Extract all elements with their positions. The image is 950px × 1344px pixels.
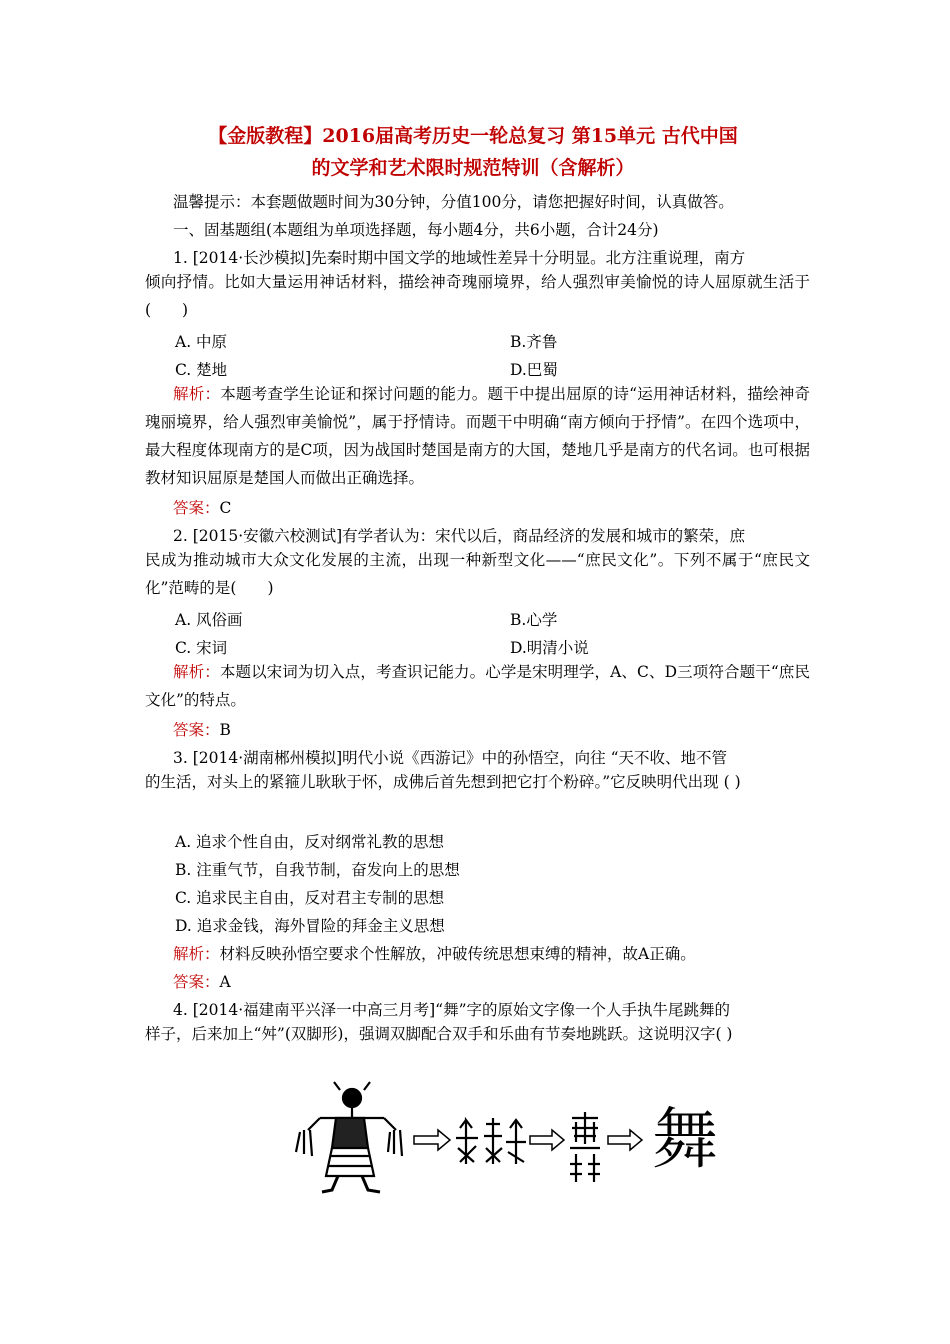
q3-stem-rest: 的生活，对头上的紧箍儿耿耿于怀，成佛后首先想到把它打个粉碎。”它反映明代出现 ( ) (145, 773, 741, 791)
q1-option-d: D.巴蜀 (510, 361, 558, 379)
q1-option-c: C. 楚地 (175, 361, 228, 379)
q2-analysis-label: 解析： (173, 663, 220, 681)
q1-analysis (145, 380, 810, 492)
q3-analysis-label: 解析： (173, 945, 220, 963)
q2-option-b: B.心学 (510, 611, 558, 629)
q3-option-b: B. 注重气节，自我节制，奋发向上的思想 (175, 861, 460, 879)
arrow-2 (530, 1130, 564, 1150)
q3-option-d: D. 追求金钱，海外冒险的拜金主义思想 (175, 917, 445, 935)
q1-option-b: B.齐鲁 (510, 333, 558, 351)
q1-answer-label: 答案： (173, 499, 220, 517)
q3-answer-value: A (219, 973, 231, 991)
document-title-line-1: 【金版教程】2016届高考历史一轮总复习 第15单元 古代中国 (208, 125, 738, 147)
q1-option-a: A. 中原 (175, 333, 228, 351)
q4-stem-rest: 样子，后来加上“舛”(双脚形)，强调双脚配合双手和乐曲有节奏地跳跃。这说明汉字( ) (145, 1025, 733, 1043)
q2-option-d: D.明清小说 (510, 639, 589, 657)
tip-text: 温馨提示：本套题做题时间为30分钟，分值100分，请您把握好时间，认真做答。 (173, 193, 734, 211)
q2-answer-value: B (219, 721, 231, 739)
q2-option-c: C. 宋词 (175, 639, 228, 657)
q1-answer-value: C (219, 499, 232, 517)
seal-script-glyph (570, 1112, 600, 1182)
q3-analysis-text: 材料反映孙悟空要求个性解放，冲破传统思想束缚的精神，故A正确。 (219, 945, 696, 963)
q2-analysis-text: 本题以宋词为切入点，考查识记能力。心学是宋明理学，A、C、D三项符合题干“庶民文化”的特点。 (145, 663, 810, 709)
q2-answer (173, 720, 231, 740)
q1-analysis-text: 本题考查学生论证和探讨问题的能力。题干中提出屈原的诗“运用神话材料，描绘神奇瑰丽境界，给人强烈审美愉悦”，属于抒情诗。而题干中明确“南方倾向于抒情”。在四个选项中，最大程度体现南方的是C项，因为战国时楚国是南方的大国，楚地几乎是南方的代名词。也可根据教材知识屈原是楚国人而做出正确选择。 (145, 385, 810, 487)
q2-stem-rest: 民成为推动城市大众文化发展的主流，出现一种新型文化——“庶民文化”。下列不属于“庶民文化”范畴的是( ) (145, 551, 810, 597)
arrow-3 (608, 1130, 642, 1150)
document-title-line-2: 的文学和艺术限时规范特训（含解析） (311, 157, 635, 179)
section-heading: 一、固基题组(本题组为单项选择题，每小题4分，共6小题，合计24分) (173, 221, 659, 239)
character-evolution-figure (290, 1078, 730, 1203)
q1-stem-first-line: 1. [2014·长沙模拟]先秦时期中国文学的地域性差异十分明显。北方注重说理，南方 (173, 249, 746, 267)
q1-analysis-label: 解析： (173, 385, 221, 403)
arrow-1 (414, 1130, 450, 1150)
q3-option-a: A. 追求个性自由，反对纲常礼教的思想 (175, 833, 445, 851)
q3-answer (173, 972, 231, 992)
q3-answer-label: 答案： (173, 973, 220, 991)
q2-answer-label: 答案： (173, 721, 220, 739)
oracle-bone-glyph (456, 1118, 526, 1164)
q2-analysis (145, 658, 810, 714)
q1-stem-rest: 倾向抒情。比如大量运用神话材料，描绘神奇瑰丽境界，给人强烈审美愉悦的诗人屈原就生活于( ) (145, 273, 810, 319)
q2-option-a: A. 风俗画 (175, 611, 243, 629)
q2-stem-first-line: 2. [2015·安徽六校测试]有学者认为：宋代以后，商品经济的发展和城市的繁荣，庶 (173, 527, 746, 545)
q3-analysis (173, 944, 696, 964)
modern-character-glyph: 舞 (652, 1101, 718, 1178)
q3-option-c: C. 追求民主自由，反对君主专制的思想 (175, 889, 445, 907)
q3-stem-first-line: 3. [2014·湖南郴州模拟]明代小说《西游记》中的孙悟空，向往 “天不收、地不管 (173, 749, 728, 767)
dancer-pictograph (296, 1082, 402, 1192)
q1-answer (173, 498, 231, 518)
q4-stem-first-line: 4. [2014·福建南平兴泽一中高三月考]“舞”字的原始文字像一个人手执牛尾跳舞的 (173, 1001, 731, 1019)
